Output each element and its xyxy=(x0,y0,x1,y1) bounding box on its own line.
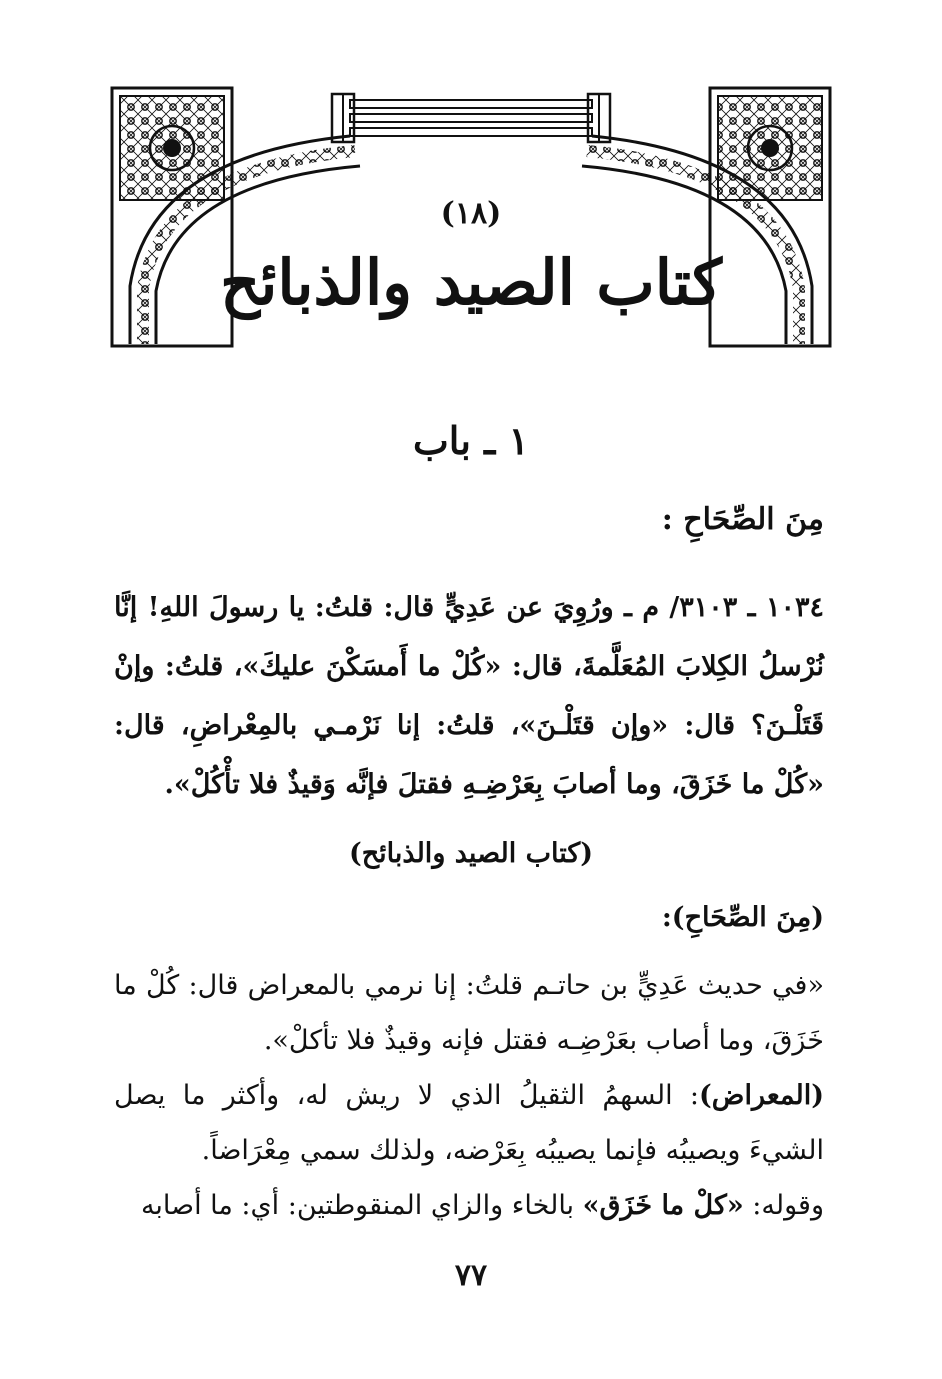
commentary-paragraph-3-text: بالخاء والزاي المنقوطتين: أي: ما أصابه xyxy=(140,1190,583,1221)
hadith-text: ١٠٣٤ ـ ٣١٠٣/ م ـ ورُوِيَ عن عَدِيٍّ قال: قلتُ: يا رسولَ اللهِ! إنَّا نُرْسلُ الكِلابَ المُعَلَّمةَ، قال: «كُلْ ما أَمسَكْنَ عليكَ»، قلتُ: وإنْ قَتَلْـنَ؟ قال: «وإن قتَلْـنَ»، قلتُ: إنا نَرْمـي بالمِعْراضِ، قال: «كُلْ ما خَزَقَ، وما أصابَ بِعَرْضِـهِ فقتلَ فإنَّه وَقيذٌ فلا تأْكُلْ». xyxy=(114,592,824,800)
section-subheading: مِنَ الصِّحَاحِ : xyxy=(661,502,824,537)
term-miraad: (المعراض) xyxy=(699,1080,824,1111)
commentary-paragraph-2 xyxy=(114,1068,824,1178)
commentary-paragraph-1: «في حديث عَدِيٍّ بن حاتـم قلتُ: إنا نرمي بالمعراض قال: كُلْ ما خَزَقَ، وما أصاب بعَرْضِـه فقتل فإنه وقيذٌ فلا تأكلْ». xyxy=(114,970,824,1056)
chapter-number: (١٨) xyxy=(440,196,502,231)
commentary-paragraph-3-lead: وقوله: xyxy=(743,1190,824,1221)
commentary-subheading: (مِنَ الصِّحَاحِ): xyxy=(661,902,824,933)
section-heading: ١ ـ باب xyxy=(413,418,529,463)
commentary-paragraph-2-text: : السهمُ الثقيلُ الذي لا ريش له، وأكثر ما يصل الشيءَ ويصيبُه فإنما يصيبُه بِعَرْضه، ولذلك سمي مِعْرَاضاً. xyxy=(114,1080,824,1166)
page-number: ٧٧ xyxy=(454,1258,488,1293)
commentary-body xyxy=(114,958,824,1233)
term-khazaq: «كلْ ما خَزَق» xyxy=(582,1190,744,1221)
book-title: كتاب الصيد والذبائح xyxy=(220,246,722,319)
commentary-paragraph-3 xyxy=(114,1178,824,1233)
commentary-title: (كتاب الصيد والذبائح) xyxy=(348,838,594,869)
